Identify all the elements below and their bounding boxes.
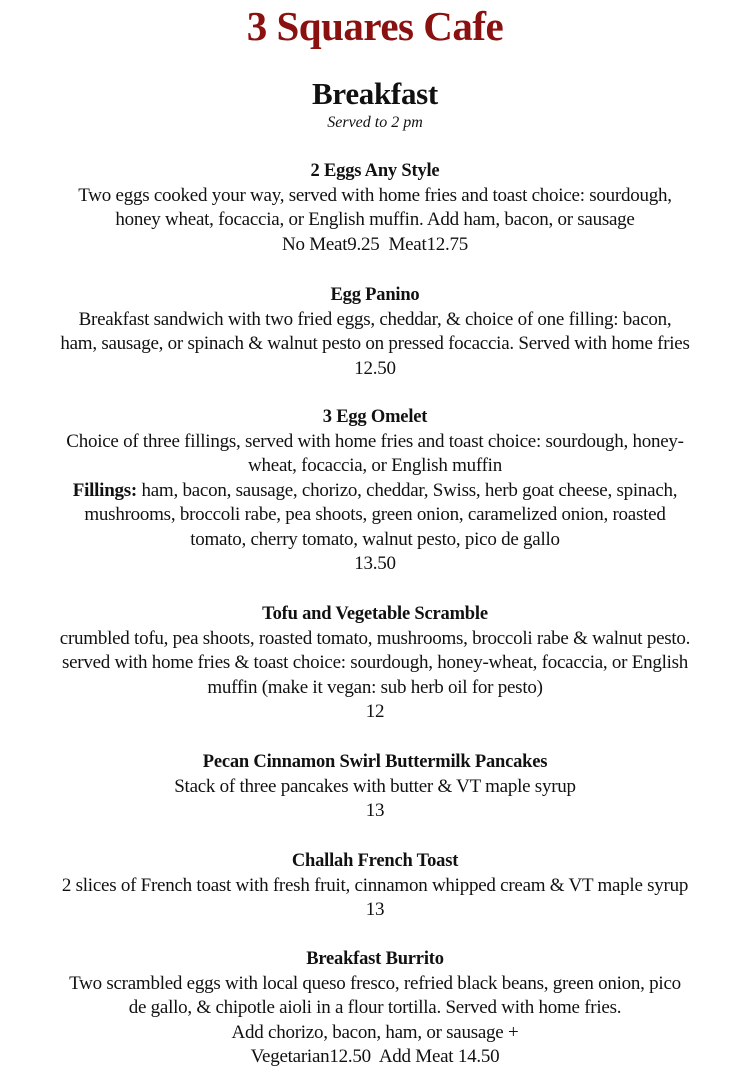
fillings-line <box>0 479 750 504</box>
item-name: 2 Eggs Any Style <box>310 161 440 181</box>
section-subtitle: Served to 2 pm <box>327 114 423 131</box>
item-price: 13 <box>365 899 385 921</box>
menu-item <box>0 283 750 381</box>
item-description-line: crumbled tofu, pea shoots, roasted tomato, mushrooms, broccoli rabe & walnut pesto. <box>59 627 691 649</box>
item-description-line: wheat, focaccia, or English muffin <box>248 455 502 477</box>
item-description-line: served with home fries & toast choice: sourdough, honey-wheat, focaccia, or English <box>61 652 689 674</box>
item-description-line: Breakfast sandwich with two fried eggs, cheddar, & choice of one filling: bacon, <box>78 308 672 330</box>
item-description-line: muffin (make it vegan: sub herb oil for pesto) <box>207 676 543 698</box>
item-description-line: 2 slices of French toast with fresh fruit, cinnamon whipped cream & VT maple syrup <box>61 874 689 896</box>
item-price: 12 <box>365 701 385 723</box>
item-name: 3 Egg Omelet <box>322 407 428 427</box>
item-description-line: ham, sausage, or spinach & walnut pesto on pressed focaccia. Served with home fries <box>60 333 690 355</box>
fillings-label: Fillings: <box>72 479 137 501</box>
menu-item <box>0 750 750 824</box>
item-description-line: Stack of three pancakes with butter & VT maple syrup <box>174 775 576 797</box>
fillings-text: ham, bacon, sausage, chorizo, cheddar, Swiss, herb goat cheese, spinach, <box>137 479 678 501</box>
menu-item <box>0 159 750 257</box>
item-description-line: Choice of three fillings, served with home fries and toast choice: sourdough, honey- <box>66 430 684 452</box>
item-price: Vegetarian12.50 Add Meat 14.50 <box>250 1046 500 1068</box>
item-description-line: Two scrambled eggs with local queso fresco, refried black beans, green onion, pico <box>69 972 681 994</box>
fillings-line: tomato, cherry tomato, walnut pesto, pico de gallo <box>190 528 560 550</box>
item-description-line: de gallo, & chipotle aioli in a flour tortilla. Served with home fries. <box>128 997 622 1019</box>
item-name: Challah French Toast <box>291 851 459 871</box>
menu-item <box>0 849 750 923</box>
item-price: 13 <box>365 800 385 822</box>
item-name: Tofu and Vegetable Scramble <box>262 604 488 624</box>
menu-item <box>0 405 750 577</box>
item-price: 12.50 <box>354 357 396 379</box>
item-description-line: honey wheat, focaccia, or English muffin. Add ham, bacon, or sausage <box>115 209 635 231</box>
item-name: Breakfast Burrito <box>306 949 444 969</box>
item-name: Pecan Cinnamon Swirl Buttermilk Pancakes <box>202 752 548 772</box>
item-name: Egg Panino <box>330 285 420 305</box>
item-price: 13.50 <box>354 553 396 575</box>
item-price: No Meat9.25 Meat12.75 <box>281 233 469 255</box>
item-description-line: Add chorizo, bacon, ham, or sausage + <box>231 1021 519 1043</box>
item-description-line: Two eggs cooked your way, served with home fries and toast choice: sourdough, <box>78 184 672 206</box>
menu-item <box>0 602 750 725</box>
fillings-line: mushrooms, broccoli rabe, pea shoots, green onion, caramelized onion, roasted <box>84 504 666 526</box>
cafe-title: 3 Squares Cafe <box>246 3 504 49</box>
section-title: Breakfast <box>312 76 438 111</box>
menu-item <box>0 947 750 1070</box>
